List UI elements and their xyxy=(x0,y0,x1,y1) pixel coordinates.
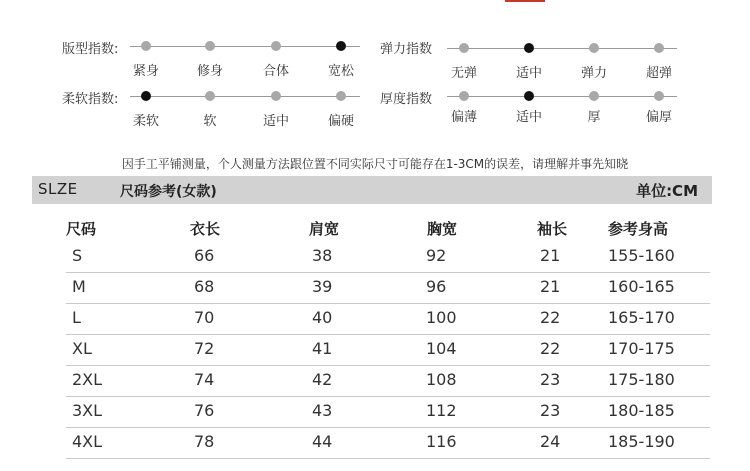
scale-option: 偏硬 xyxy=(327,114,355,129)
scale-option: 超弹 xyxy=(645,66,673,81)
scale-track-thickness xyxy=(447,96,677,97)
scale-dot xyxy=(271,41,281,51)
cell-height: 170-175 xyxy=(608,339,675,358)
cell-shoulder: 38 xyxy=(312,246,333,265)
cell-shoulder: 41 xyxy=(312,339,333,358)
scale-option: 适中 xyxy=(262,114,290,129)
cell-length: 66 xyxy=(194,246,215,265)
cell-chest: 100 xyxy=(426,308,457,327)
column-header-size: 尺码 xyxy=(66,220,97,238)
scale-option: 修身 xyxy=(196,64,224,79)
scale-option: 柔软 xyxy=(132,114,160,129)
cell-shoulder: 42 xyxy=(312,370,333,389)
size-chart-code: SLZE xyxy=(38,180,78,198)
cell-height: 155-160 xyxy=(608,246,675,265)
scale-label-softness: 柔软指数: xyxy=(62,92,119,107)
scale-label-elasticity: 弹力指数 xyxy=(380,42,433,57)
cell-size: M xyxy=(72,277,86,296)
cell-size: 2XL xyxy=(72,370,103,389)
scale-dot-selected xyxy=(336,41,346,51)
cell-sleeve: 23 xyxy=(540,401,561,420)
cell-length: 78 xyxy=(194,432,215,451)
scale-track-softness xyxy=(130,96,360,97)
size-chart-header-bar xyxy=(32,176,712,204)
top-accent-line xyxy=(505,0,545,2)
column-header-sleeve: 袖长 xyxy=(537,220,568,238)
table-row xyxy=(66,427,710,459)
table-row xyxy=(66,334,710,366)
cell-length: 68 xyxy=(194,277,215,296)
cell-sleeve: 21 xyxy=(540,246,561,265)
table-row xyxy=(66,303,710,335)
scale-dot xyxy=(141,41,151,51)
size-chart-title: 尺码参考(女款) xyxy=(120,184,217,200)
cell-sleeve: 22 xyxy=(540,339,561,358)
cell-size: XL xyxy=(72,339,92,358)
cell-chest: 104 xyxy=(426,339,457,358)
scale-option: 软 xyxy=(203,114,217,129)
scale-option: 厚 xyxy=(587,110,601,125)
scale-option: 紧身 xyxy=(132,64,160,79)
cell-sleeve: 22 xyxy=(540,308,561,327)
scale-dot xyxy=(336,91,346,101)
cell-sleeve: 21 xyxy=(540,277,561,296)
scale-dot xyxy=(589,43,599,53)
cell-height: 185-190 xyxy=(608,432,675,451)
table-row xyxy=(66,365,710,397)
cell-sleeve: 24 xyxy=(540,432,561,451)
cell-chest: 112 xyxy=(426,401,457,420)
cell-shoulder: 40 xyxy=(312,308,333,327)
scale-option: 弹力 xyxy=(580,66,608,81)
column-header-length: 衣长 xyxy=(190,220,221,238)
scale-option: 宽松 xyxy=(327,64,355,79)
scale-dot xyxy=(271,91,281,101)
scale-track-fit xyxy=(130,46,360,47)
scale-dot xyxy=(205,91,215,101)
cell-size: 3XL xyxy=(72,401,103,420)
column-header-height: 参考身高 xyxy=(608,220,669,238)
scale-dot xyxy=(589,91,599,101)
scale-option: 偏薄 xyxy=(450,110,478,125)
cell-length: 74 xyxy=(194,370,215,389)
scale-dot xyxy=(459,43,469,53)
cell-size: 4XL xyxy=(72,432,103,451)
table-row xyxy=(66,241,710,273)
cell-length: 70 xyxy=(194,308,215,327)
scale-option: 合体 xyxy=(262,64,290,79)
scale-option: 无弹 xyxy=(450,66,478,81)
scale-dot-selected xyxy=(141,91,151,101)
scale-dot xyxy=(654,43,664,53)
scale-dot-selected xyxy=(524,43,534,53)
measurement-note: 因手工平铺测量，个人测量方法跟位置不同实际尺寸可能存在1-3CM的误差，请理解并事先知晓 xyxy=(121,157,629,171)
scale-track-elasticity xyxy=(447,48,677,49)
scale-dot xyxy=(459,91,469,101)
cell-shoulder: 44 xyxy=(312,432,333,451)
scale-label-thickness: 厚度指数 xyxy=(380,92,433,107)
table-row xyxy=(66,396,710,428)
scale-option: 适中 xyxy=(515,110,543,125)
cell-shoulder: 43 xyxy=(312,401,333,420)
cell-sleeve: 23 xyxy=(540,370,561,389)
scale-label-fit: 版型指数: xyxy=(62,42,119,57)
table-row xyxy=(66,272,710,304)
cell-chest: 108 xyxy=(426,370,457,389)
scale-option: 适中 xyxy=(515,66,543,81)
column-header-chest: 胸宽 xyxy=(427,220,458,238)
cell-size: S xyxy=(72,246,83,265)
scale-dot xyxy=(205,41,215,51)
cell-length: 72 xyxy=(194,339,215,358)
cell-chest: 96 xyxy=(426,277,447,296)
cell-height: 165-170 xyxy=(608,308,675,327)
cell-height: 175-180 xyxy=(608,370,675,389)
size-chart-unit: 单位:CM xyxy=(636,182,698,200)
column-header-shoulder: 肩宽 xyxy=(309,220,340,238)
cell-height: 180-185 xyxy=(608,401,675,420)
cell-size: L xyxy=(72,308,81,327)
cell-length: 76 xyxy=(194,401,215,420)
cell-shoulder: 39 xyxy=(312,277,333,296)
scale-option: 偏厚 xyxy=(645,110,673,125)
scale-dot-selected xyxy=(524,91,534,101)
cell-height: 160-165 xyxy=(608,277,675,296)
scale-dot xyxy=(654,91,664,101)
cell-chest: 116 xyxy=(426,432,457,451)
cell-chest: 92 xyxy=(426,246,447,265)
